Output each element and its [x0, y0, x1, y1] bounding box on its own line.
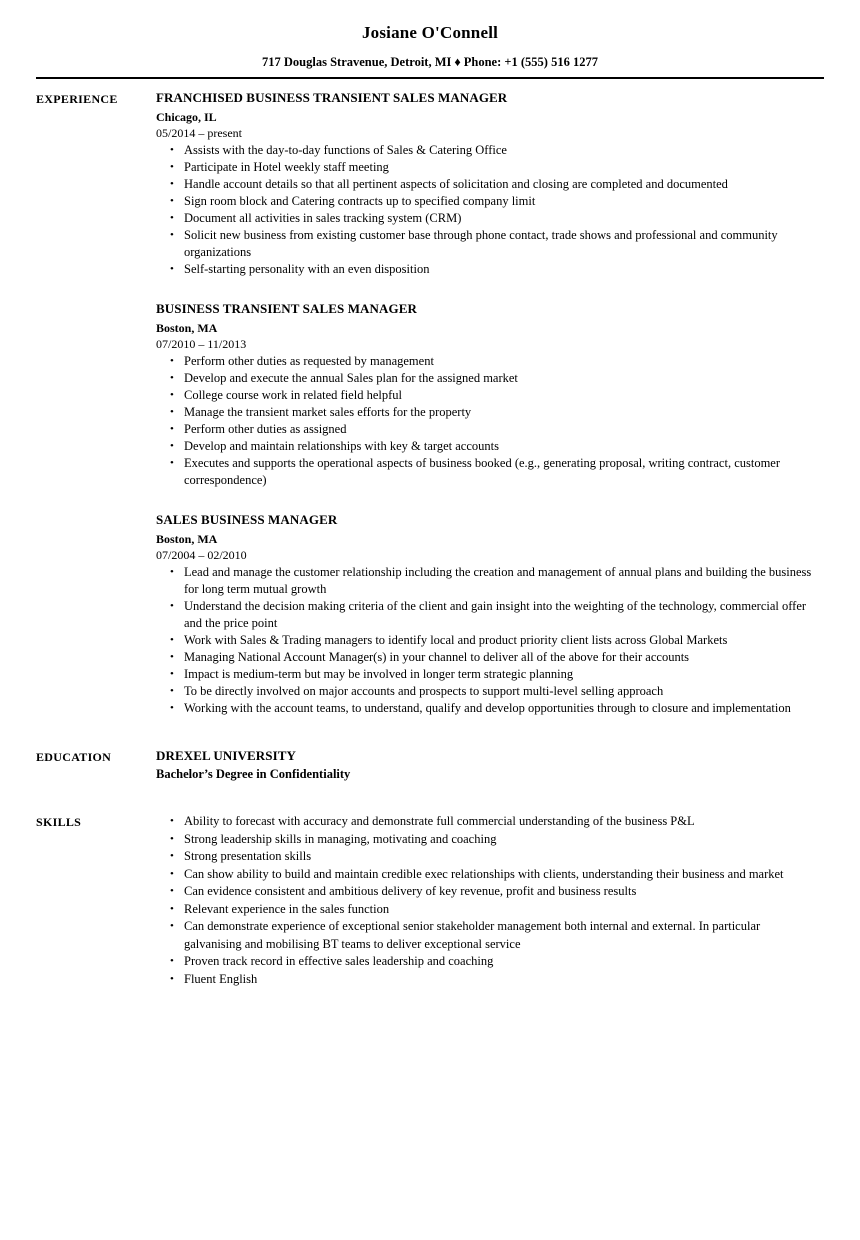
job-bullet: • Perform other duties as requested by management [156, 353, 820, 370]
job-bullet-list [156, 564, 820, 717]
section-label-experience: EXPERIENCE [36, 92, 118, 106]
job-bullet: • Develop and maintain relationships with key & target accounts [156, 438, 820, 455]
candidate-name: Josiane O'Connell [361, 23, 499, 42]
job-bullet: • To be directly involved on major accounts and prospects to support multi-level selling approach [156, 683, 820, 700]
job-bullet: • College course work in related field helpful [156, 387, 820, 404]
job-bullet: • Work with Sales & Trading managers to identify local and product priority client lists across Global Markets [156, 632, 820, 649]
education-entry [156, 747, 820, 783]
skill-bullet: • Can evidence consistent and ambitious delivery of key revenue, profit and business results [156, 883, 820, 901]
skills-entries [156, 812, 820, 988]
experience-entries [156, 89, 820, 717]
contact-phone: Phone: +1 (555) 516 1277 [463, 55, 598, 69]
skill-bullet: • Ability to forecast with accuracy and demonstrate full commercial understanding of the business P&L [156, 813, 820, 831]
job-bullet: • Impact is medium-term but may be involved in longer term strategic planning [156, 666, 820, 683]
skill-bullet: • Fluent English [156, 971, 820, 989]
skills-bullet-list [156, 813, 820, 988]
header-divider [36, 77, 824, 79]
education-section [0, 747, 860, 783]
resume-header [0, 0, 860, 79]
education-degree: Bachelor’s Degree in Confidentiality [156, 767, 351, 781]
job-dates: 05/2014 – present [156, 126, 242, 140]
job-dates: 07/2010 – 11/2013 [156, 337, 247, 351]
skill-bullet: • Strong leadership skills in managing, motivating and coaching [156, 831, 820, 849]
skill-bullet: • Can show ability to build and maintain credible exec relationships with clients, understanding their business and market [156, 866, 820, 884]
job-bullet: • Manage the transient market sales efforts for the property [156, 404, 820, 421]
job-bullet: • Assists with the day-to-day functions of Sales & Catering Office [156, 142, 820, 159]
skill-bullet: • Proven track record in effective sales leadership and coaching [156, 953, 820, 971]
job-title: SALES BUSINESS MANAGER [156, 512, 338, 527]
job-title: BUSINESS TRANSIENT SALES MANAGER [156, 301, 417, 316]
job-location: Boston, MA [156, 532, 218, 546]
job-bullet: • Solicit new business from existing customer base through phone contact, trade shows and professional and community organizations [156, 227, 820, 261]
job-bullet: • Lead and manage the customer relationship including the creation and management of annual plans and building the business for long term mutual growth [156, 564, 820, 598]
job-bullet: • Understand the decision making criteria of the client and gain insight into the weighting of the technology, commercial offer and the price point [156, 598, 820, 632]
job-bullet: • Develop and execute the annual Sales plan for the assigned market [156, 370, 820, 387]
skill-bullet: • Strong presentation skills [156, 848, 820, 866]
skill-bullet: • Can demonstrate experience of exceptional senior stakeholder management both internal and external. In particular galvanising and mobilising BT teams to deliver exceptional service [156, 918, 820, 953]
job-dates: 07/2004 – 02/2010 [156, 548, 247, 562]
job-bullet: • Handle account details so that all pertinent aspects of solicitation and closing are completed and documented [156, 176, 820, 193]
education-school: DREXEL UNIVERSITY [156, 748, 297, 763]
contact-address: 717 Douglas Stravenue, Detroit, MI [262, 55, 452, 69]
job-bullet: • Working with the account teams, to understand, qualify and develop opportunities through to closure and implementation [156, 700, 820, 717]
job-location: Boston, MA [156, 321, 218, 335]
section-label-skills: SKILLS [36, 815, 82, 829]
contact-line [0, 54, 860, 70]
experience-entry [156, 511, 820, 717]
experience-section [0, 89, 860, 717]
diamond-separator-icon: ♦ [454, 55, 461, 69]
skills-section [0, 812, 860, 988]
job-bullet-list [156, 353, 820, 489]
education-entries [156, 747, 820, 783]
job-title: FRANCHISED BUSINESS TRANSIENT SALES MANAGER [156, 90, 508, 105]
experience-entry [156, 300, 820, 489]
job-bullet: • Perform other duties as assigned [156, 421, 820, 438]
job-bullet: • Self-starting personality with an even disposition [156, 261, 820, 278]
experience-entry [156, 89, 820, 278]
job-bullet: • Document all activities in sales tracking system (CRM) [156, 210, 820, 227]
job-bullet: • Executes and supports the operational aspects of business booked (e.g., generating proposal, writing contract, customer correspondence) [156, 455, 820, 489]
job-bullet: • Sign room block and Catering contracts up to specified company limit [156, 193, 820, 210]
job-bullet: • Managing National Account Manager(s) in your channel to deliver all of the above for their accounts [156, 649, 820, 666]
skill-bullet: • Relevant experience in the sales function [156, 901, 820, 919]
job-location: Chicago, IL [156, 110, 217, 124]
section-label-education: EDUCATION [36, 750, 112, 764]
job-bullet-list [156, 142, 820, 278]
job-bullet: • Participate in Hotel weekly staff meeting [156, 159, 820, 176]
